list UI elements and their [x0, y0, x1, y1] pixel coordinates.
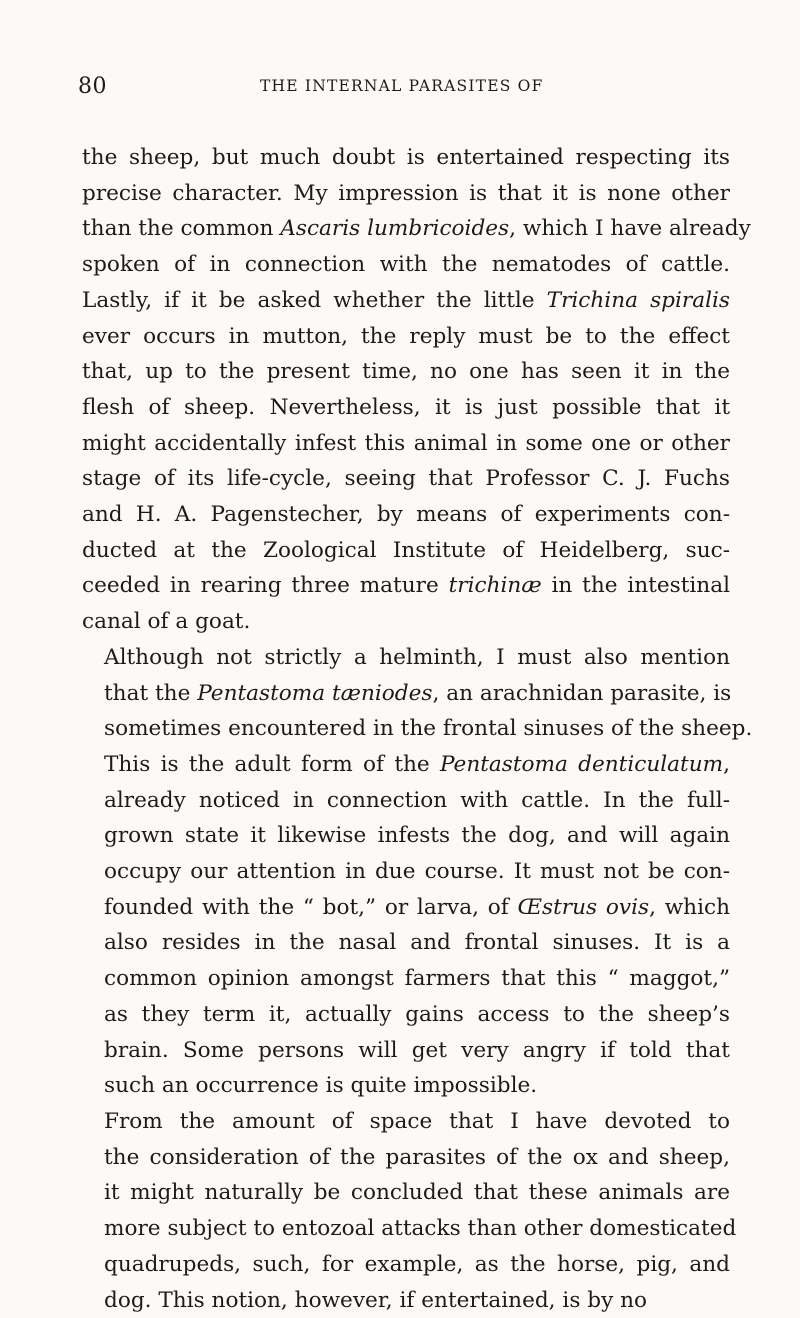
- text-line: [82, 640, 730, 676]
- text-line: [82, 1033, 730, 1069]
- text-run: , which I have already: [509, 216, 751, 241]
- text-line: [82, 461, 730, 497]
- text-run: canal of a goat.: [82, 609, 250, 634]
- text-line: [82, 1140, 730, 1176]
- text-line: [82, 676, 730, 712]
- text-run: dog. This notion, however, if entertained, is by no: [104, 1288, 647, 1313]
- text-line: [82, 247, 730, 283]
- text-line: [82, 604, 730, 640]
- text-run: occupy our attention in due course. It must not be con-: [104, 859, 730, 884]
- text-line: [82, 997, 730, 1033]
- text-run: ceeded in rearing three mature: [82, 573, 449, 598]
- text-run: precise character. My impression is that it is none other: [82, 181, 730, 206]
- paragraph-2: [82, 640, 730, 1104]
- text-line: [82, 1175, 730, 1211]
- book-page: [82, 64, 730, 1318]
- italic-term: Ascaris lumbricoides: [280, 216, 509, 241]
- text-line: [82, 961, 730, 997]
- text-line: [82, 497, 730, 533]
- text-run: than the common: [82, 216, 280, 241]
- text-line: [82, 140, 730, 176]
- text-line: [82, 390, 730, 426]
- page-header: [82, 64, 730, 108]
- text-run: already noticed in connection with cattle. In the full-: [104, 788, 730, 813]
- text-run: common opinion amongst farmers that this “ maggot,”: [104, 966, 730, 991]
- text-run: in the intestinal: [542, 573, 730, 598]
- italic-term: Trichina spiralis: [547, 288, 730, 313]
- text-line: [82, 533, 730, 569]
- italic-term: Pentastoma tæniodes: [197, 681, 432, 706]
- text-run: From the amount of space that I have devoted to: [104, 1109, 730, 1134]
- running-title: THE INTERNAL PARASITES OF: [260, 77, 544, 95]
- body-text: [82, 140, 730, 1318]
- text-line: [82, 176, 730, 212]
- paragraph-3: [82, 1104, 730, 1318]
- italic-term: trichinæ: [449, 573, 542, 598]
- text-run: the sheep, but much doubt is entertained respecting its: [82, 145, 730, 170]
- text-line: [82, 1068, 730, 1104]
- text-line: [82, 783, 730, 819]
- text-line: [82, 818, 730, 854]
- text-run: Although not strictly a helminth, I must also mention: [104, 645, 730, 670]
- italic-term: Pentastoma denticulatum: [440, 752, 723, 777]
- text-run: that, up to the present time, no one has seen it in the: [82, 359, 730, 384]
- text-run: founded with the “ bot,” or larva, of: [104, 895, 517, 920]
- text-run: the consideration of the parasites of the ox and sheep,: [104, 1145, 730, 1170]
- text-run: ever occurs in mutton, the reply must be to the effect: [82, 324, 730, 349]
- text-run: This is the adult form of the: [104, 752, 440, 777]
- text-line: [82, 1247, 730, 1283]
- text-run: ,: [723, 752, 730, 777]
- text-line: [82, 354, 730, 390]
- text-run: and H. A. Pagenstecher, by means of experiments con-: [82, 502, 730, 527]
- text-run: that the: [104, 681, 197, 706]
- italic-term: Œstrus ovis: [517, 895, 649, 920]
- text-line: [82, 890, 730, 926]
- text-run: flesh of sheep. Nevertheless, it is just possible that it: [82, 395, 730, 420]
- text-run: as they term it, actually gains access to the sheep’s: [104, 1002, 730, 1027]
- text-line: [82, 568, 730, 604]
- paragraph-1: [82, 140, 730, 640]
- text-run: also resides in the nasal and frontal sinuses. It is a: [104, 930, 730, 955]
- text-line: [82, 854, 730, 890]
- text-line: [82, 711, 730, 747]
- text-run: stage of its life-cycle, seeing that Professor C. J. Fuchs: [82, 466, 730, 491]
- text-run: more subject to entozoal attacks than other domesticated: [104, 1216, 736, 1241]
- text-run: Lastly, if it be asked whether the little: [82, 288, 547, 313]
- text-line: [82, 426, 730, 462]
- text-line: [82, 211, 730, 247]
- text-line: [82, 1283, 730, 1318]
- text-run: , which: [649, 895, 730, 920]
- text-run: might accidentally infest this animal in some one or other: [82, 431, 730, 456]
- text-line: [82, 319, 730, 355]
- text-run: sometimes encountered in the frontal sinuses of the sheep.: [104, 716, 752, 741]
- text-line: [82, 747, 730, 783]
- text-line: [82, 1211, 730, 1247]
- text-run: , an arachnidan parasite, is: [432, 681, 731, 706]
- text-line: [82, 283, 730, 319]
- text-line: [82, 1104, 730, 1140]
- text-run: brain. Some persons will get very angry if told that: [104, 1038, 730, 1063]
- text-run: quadrupeds, such, for example, as the horse, pig, and: [104, 1252, 730, 1277]
- text-run: such an occurrence is quite impossible.: [104, 1073, 537, 1098]
- text-run: spoken of in connection with the nematodes of cattle.: [82, 252, 730, 277]
- text-run: ducted at the Zoological Institute of Heidelberg, suc-: [82, 538, 730, 563]
- text-line: [82, 925, 730, 961]
- text-run: it might naturally be concluded that these animals are: [104, 1180, 730, 1205]
- page-number: 80: [78, 74, 107, 99]
- text-run: grown state it likewise infests the dog, and will again: [104, 823, 730, 848]
